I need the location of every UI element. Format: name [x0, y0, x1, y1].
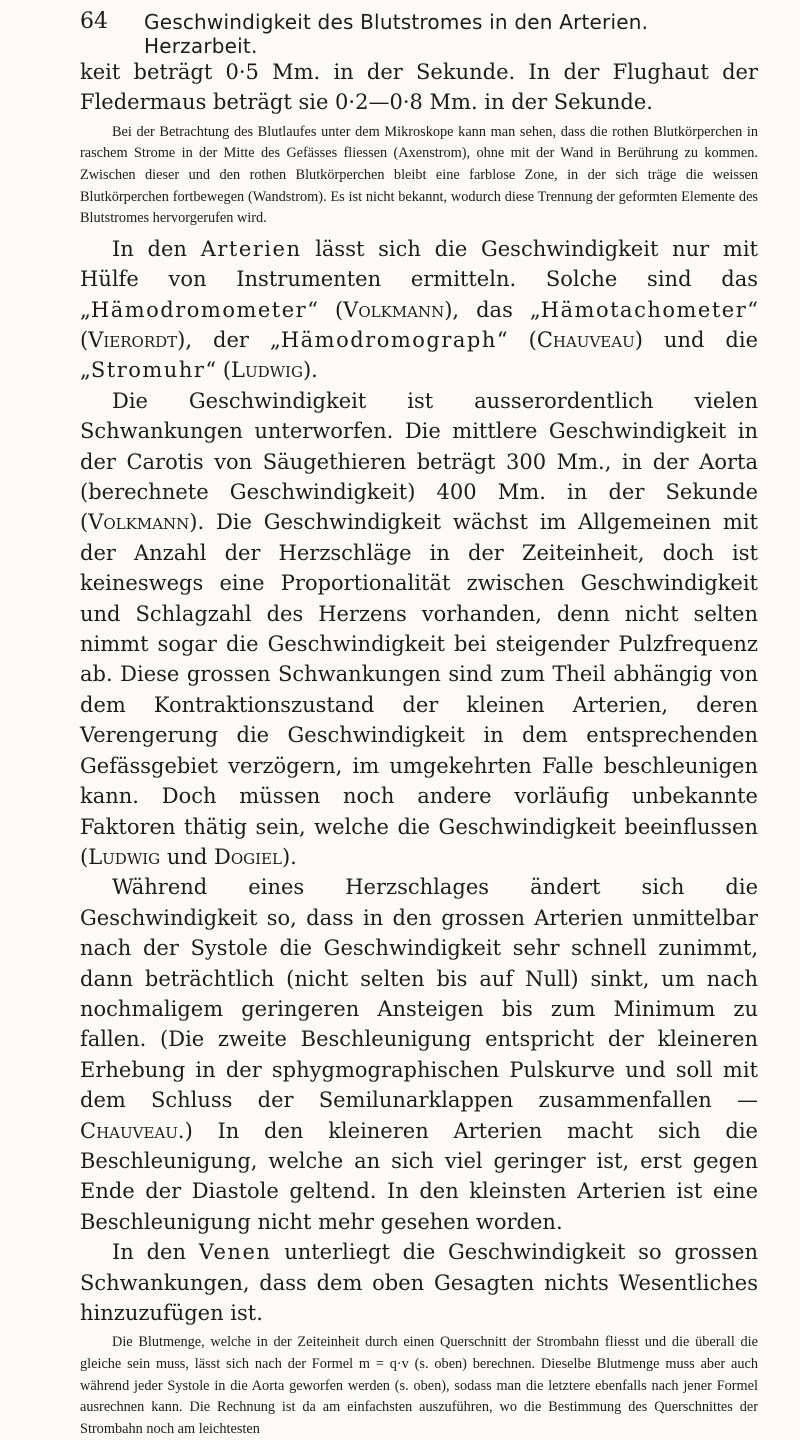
text-run: In den [112, 1240, 199, 1265]
author-chauveau: Chauveau [80, 1118, 178, 1143]
text-run: ). Die Geschwindigkeit wächst im Allgemeinen mit der Anzahl der Herzschläge in der Zeiteinheit, doch ist keineswegs eine Proportionalität zwischen Geschwindigkeit und Schlagzahl des Herzens vorhanden, denn nicht selten nimmt sogar die Geschwindigkeit bei steigender Pulzfrequenz ab. Diese grossen Schwankungen sind zum Theil abhängig von dem Kontraktionszustand der kleinen Arterien, deren Verengerung die Geschwindigkeit in dem entsprechenden Gefässgebiet verzögern, im umgekehrten Falle beschleunigen kann. Doch müssen noch andere vorläufig unbekannte Faktoren thätig sein, welche die Geschwindigkeit beeinflussen ( [80, 510, 758, 869]
text-run: Während eines Herzschlages ändert sich die Geschwindigkeit so, dass in den grossen Arterien unmittelbar nach der Systole die Geschwindigkeit sehr schnell zunimmt, dann beträchtlich (nicht selten bis auf Null) sinkt, um nach nochmaligem geringeren Ansteigen bis zum Minimum zu fallen. (Die zweite Beschleunigung entspricht der kleineren Erhebung in der sphygmographischen Pulskurve und soll mit dem Schluss der Semilunarklappen zusammenfallen — [80, 875, 758, 1113]
term-stromuhr: Stromuhr [90, 358, 206, 383]
text-run: “ ( [205, 358, 232, 383]
term-haemotachometer: Hämotachometer [540, 297, 748, 322]
paragraph-heartbeat-speed [80, 872, 758, 1237]
page-number: 64 [80, 9, 108, 34]
text-run: ) und die „ [80, 328, 758, 383]
text-run: lässt sich die Geschwindigkeit nur mit Hülfe von Instrumenten ermitteln. Solche sind das „ [80, 236, 758, 322]
paragraph-continuation: keit beträgt 0·5 Mm. in der Sekunde. In der Flughaut der Fledermaus beträgt sie 0·2—0·8 Mm. in der Sekunde. [80, 60, 758, 115]
note-blood-volume: Die Blutmenge, welche in der Zeiteinheit durch einen Querschnitt der Strombahn fliesst und die überall die gleiche sein muss, lässt sich nach der Formel m = q·v (s. oben) berechnen. Dieselbe Blutmenge muss aber auch während jeder Systole in die Aorta geworfen werden (s. oben), sodass man die letztere ebenfalls nach jener Formel ausrechnen kann. Die Rechnung ist da am einfachsten auszuführen, wo die Bestimmung des Querschnittes der Strombahn noch am leichtesten [80, 1334, 758, 1437]
page-header [80, 9, 758, 58]
author-chauveau: Chauveau [536, 328, 635, 352]
text-run: ). [302, 358, 318, 383]
text-run: “ ( [496, 328, 537, 352]
text-run: In den [112, 236, 201, 261]
author-ludwig: Ludwig [88, 844, 161, 869]
text-run: ). [281, 844, 297, 869]
author-dogiel: Dogiel [214, 844, 282, 869]
paragraph-speed-variation [80, 386, 758, 873]
paragraph-arterial-instruments [80, 234, 758, 386]
page-content [80, 57, 758, 1440]
text-run: .) In den kleineren Arterien macht sich die Beschleunigung, welche an sich viel geringer ist, erst gegen Ende der Diastole geltend. In den kleinsten Arterien ist eine Beschleunigung nicht mehr gesehen worden. [80, 1118, 758, 1234]
text-run: ), das „ [444, 297, 541, 322]
running-title: Geschwindigkeit des Blutstromes in den Arterien. Herzarbeit. [144, 10, 649, 58]
paragraph-veins [80, 1237, 758, 1328]
text-run: “ ( [307, 297, 344, 322]
term-arterien: Arterien [200, 236, 302, 261]
text-run: unterliegt die Geschwindigkeit so grossen Schwankungen, dass dem oben Gesagten nichts Wesentliches hinzuzufügen ist. [80, 1240, 758, 1325]
term-haemodromometer: Hämodromometer [90, 297, 308, 322]
author-vierordt: Vierordt [88, 328, 178, 352]
term-haemodromograph: Hämodromograph [280, 328, 497, 352]
note-microscope: Bei der Betrachtung des Blutlaufes unter dem Mikroskope kann man sehen, dass die rothen Blutkörperchen in raschem Strome in der Mitte des Gefässes fliessen (Axenstrom), ohne mit der Wand in Berührung zu kommen. Zwischen dieser und den rothen Blutkörperchen bleibt eine farblose Zone, in der sich träge die weissen Blutkörperchen fortbewegen (Wandstrom). Es ist nicht bekannt, wodurch diese Trennung der geformten Elemente des Blutstromes hervorgerufen wird. [80, 123, 758, 227]
text-run: Die Geschwindigkeit ist ausserordentlich vielen Schwankungen unterworfen. Die mittlere Geschwindigkeit in der Carotis von Säugethieren beträgt 300 Mm., in der Aorta (berechnete Geschwindigkeit) 400 Mm. in der Sekunde ( [80, 388, 758, 535]
author-volkmann: Volkmann [88, 510, 190, 535]
author-volkmann: Volkmann [343, 297, 445, 322]
term-venen: Venen [198, 1240, 272, 1265]
text-run: “ ( [80, 297, 758, 352]
author-ludwig: Ludwig [231, 358, 303, 383]
text-run: und [160, 844, 214, 869]
text-run: ), der „ [177, 328, 281, 352]
